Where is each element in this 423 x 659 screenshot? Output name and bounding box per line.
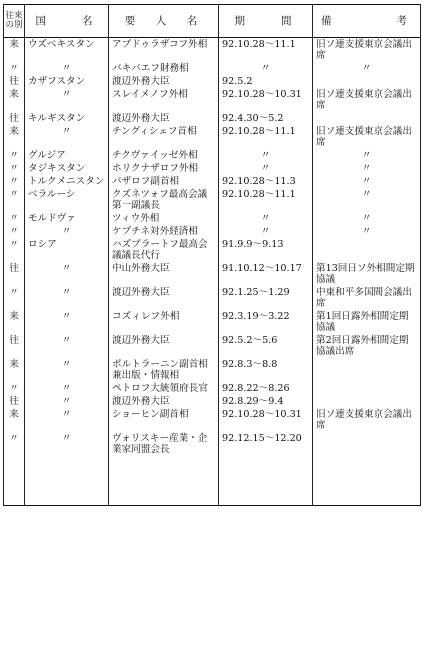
row-country: 〃 bbox=[25, 432, 109, 506]
visits-table bbox=[3, 4, 421, 506]
row-country: キルギスタン bbox=[25, 112, 109, 125]
row-note: 〃 bbox=[313, 162, 421, 175]
table-row bbox=[4, 432, 421, 506]
row-country: 〃 bbox=[25, 358, 109, 382]
row-direction: 往 bbox=[4, 395, 25, 408]
row-country: 〃 bbox=[25, 62, 109, 75]
row-direction: 〃 bbox=[4, 432, 25, 506]
row-person: 渡辺外務大臣 bbox=[109, 334, 219, 358]
header-direction: 往来の別 bbox=[4, 5, 25, 38]
row-person: 渡辺外務大臣 bbox=[109, 395, 219, 408]
table-row bbox=[4, 238, 421, 262]
row-country: 〃 bbox=[25, 310, 109, 334]
table-row bbox=[4, 310, 421, 334]
row-period: 92.8.22～8.26 bbox=[219, 382, 313, 395]
row-country: モルドヴァ bbox=[25, 212, 109, 225]
row-direction: 〃 bbox=[4, 212, 25, 225]
row-period: 92.5.2～5.6 bbox=[219, 334, 313, 358]
table-row bbox=[4, 262, 421, 286]
row-person: ハズブラートフ最高会議議長代行 bbox=[109, 238, 219, 262]
row-direction: 〃 bbox=[4, 175, 25, 188]
row-period: 〃 bbox=[219, 225, 313, 238]
row-note: 旧ソ連支援東京会議出席 bbox=[313, 38, 421, 63]
row-person: 渡辺外務大臣 bbox=[109, 112, 219, 125]
row-direction: 来 bbox=[4, 38, 25, 63]
table-row bbox=[4, 38, 421, 63]
row-direction: 来 bbox=[4, 408, 25, 432]
table-row bbox=[4, 212, 421, 225]
row-direction: 〃 bbox=[4, 238, 25, 262]
row-country: 〃 bbox=[25, 88, 109, 112]
row-period: 92.8.3～8.8 bbox=[219, 358, 313, 382]
row-note bbox=[313, 395, 421, 408]
row-person: バザロフ副首相 bbox=[109, 175, 219, 188]
row-country: カザフスタン bbox=[25, 75, 109, 88]
row-direction: 往 bbox=[4, 262, 25, 286]
row-country: ロシア bbox=[25, 238, 109, 262]
row-note: 〃 bbox=[313, 175, 421, 188]
row-period: 92.10.28～10.31 bbox=[219, 408, 313, 432]
row-note bbox=[313, 112, 421, 125]
row-direction: 来 bbox=[4, 88, 25, 112]
table-row bbox=[4, 162, 421, 175]
row-period: 92.10.28～11.1 bbox=[219, 125, 313, 149]
row-country: 〃 bbox=[25, 262, 109, 286]
row-direction: 来 bbox=[4, 125, 25, 149]
row-country: 〃 bbox=[25, 408, 109, 432]
row-country: 〃 bbox=[25, 286, 109, 310]
row-period: 92.4.30～5.2 bbox=[219, 112, 313, 125]
row-direction: 往 bbox=[4, 334, 25, 358]
table-row bbox=[4, 286, 421, 310]
row-note: 旧ソ連支援東京会議出席 bbox=[313, 88, 421, 112]
row-note: 第13回日ソ外相間定期協議 bbox=[313, 262, 421, 286]
table-row bbox=[4, 149, 421, 162]
row-person: ポルトラーニン副首相兼出版・情報相 bbox=[109, 358, 219, 382]
row-note: 中東和平多国間会議出席 bbox=[313, 286, 421, 310]
row-period: 92.12.15～12.20 bbox=[219, 432, 313, 506]
row-person: ケプチネ対外経済相 bbox=[109, 225, 219, 238]
row-country: 〃 bbox=[25, 395, 109, 408]
row-person: バキバエフ財務相 bbox=[109, 62, 219, 75]
row-country: ベラルーシ bbox=[25, 188, 109, 212]
row-period: 92.1.25～1.29 bbox=[219, 286, 313, 310]
row-person: 渡辺外務大臣 bbox=[109, 286, 219, 310]
row-direction: 来 bbox=[4, 310, 25, 334]
row-direction: 〃 bbox=[4, 225, 25, 238]
row-period: 〃 bbox=[219, 212, 313, 225]
row-direction: 来 bbox=[4, 358, 25, 382]
row-period: 〃 bbox=[219, 62, 313, 75]
row-note bbox=[313, 382, 421, 395]
row-period: 92.10.28～10.31 bbox=[219, 88, 313, 112]
row-person: ヴォリスキー産業・企業家同盟会長 bbox=[109, 432, 219, 506]
row-person: ホリクナザロフ外相 bbox=[109, 162, 219, 175]
row-person: ショーヒン副首相 bbox=[109, 408, 219, 432]
row-note bbox=[313, 432, 421, 506]
row-country: タジキスタン bbox=[25, 162, 109, 175]
row-note: 〃 bbox=[313, 212, 421, 225]
row-note: 第1回日露外相間定期協議 bbox=[313, 310, 421, 334]
header-country: 国 名 bbox=[25, 5, 109, 38]
row-direction: 〃 bbox=[4, 62, 25, 75]
row-person: 中山外務大臣 bbox=[109, 262, 219, 286]
row-period: 92.10.28～11.3 bbox=[219, 175, 313, 188]
row-direction: 〃 bbox=[4, 286, 25, 310]
row-period: 92.5.2 bbox=[219, 75, 313, 88]
row-person: チクヴァイッゼ外相 bbox=[109, 149, 219, 162]
row-direction: 〃 bbox=[4, 188, 25, 212]
row-note: 旧ソ連支援東京会議出席 bbox=[313, 125, 421, 149]
table-row bbox=[4, 395, 421, 408]
row-period: 92.8.29～9.4 bbox=[219, 395, 313, 408]
row-period: 91.9.9～9.13 bbox=[219, 238, 313, 262]
row-country: 〃 bbox=[25, 334, 109, 358]
table-row bbox=[4, 358, 421, 382]
table-row bbox=[4, 225, 421, 238]
row-period: 〃 bbox=[219, 162, 313, 175]
row-period: 91.10.12～10.17 bbox=[219, 262, 313, 286]
table-row bbox=[4, 175, 421, 188]
header-note: 備考 bbox=[313, 5, 421, 38]
header-row bbox=[4, 5, 421, 38]
row-note bbox=[313, 238, 421, 262]
table-row bbox=[4, 334, 421, 358]
row-person: アブドゥラザコフ外相 bbox=[109, 38, 219, 63]
row-direction: 〃 bbox=[4, 382, 25, 395]
row-person: 渡辺外務大臣 bbox=[109, 75, 219, 88]
header-period: 期 間 bbox=[219, 5, 313, 38]
row-country: 〃 bbox=[25, 382, 109, 395]
row-note bbox=[313, 358, 421, 382]
table-row bbox=[4, 62, 421, 75]
table-row bbox=[4, 382, 421, 395]
row-country: 〃 bbox=[25, 225, 109, 238]
row-direction: 〃 bbox=[4, 162, 25, 175]
row-person: スレイメノフ外相 bbox=[109, 88, 219, 112]
table-row bbox=[4, 112, 421, 125]
table-row bbox=[4, 88, 421, 112]
row-period: 〃 bbox=[219, 149, 313, 162]
table-row bbox=[4, 408, 421, 432]
row-note: 〃 bbox=[313, 62, 421, 75]
row-note: 旧ソ連支援東京会議出席 bbox=[313, 408, 421, 432]
row-period: 92.10.28～11.1 bbox=[219, 188, 313, 212]
row-country: グルジア bbox=[25, 149, 109, 162]
row-note bbox=[313, 75, 421, 88]
row-person: チングィシェフ首相 bbox=[109, 125, 219, 149]
row-direction: 往 bbox=[4, 75, 25, 88]
table-row bbox=[4, 188, 421, 212]
row-note: 第2回日露外相間定期協議出席 bbox=[313, 334, 421, 358]
row-period: 92.10.28～11.1 bbox=[219, 38, 313, 63]
row-person: ペトロフ大統領府長官 bbox=[109, 382, 219, 395]
row-country: ウズベキスタン bbox=[25, 38, 109, 63]
row-direction: 〃 bbox=[4, 149, 25, 162]
table-row bbox=[4, 125, 421, 149]
row-country: 〃 bbox=[25, 125, 109, 149]
row-note: 〃 bbox=[313, 225, 421, 238]
row-person: ツィウ外相 bbox=[109, 212, 219, 225]
table-row bbox=[4, 75, 421, 88]
row-note: 〃 bbox=[313, 149, 421, 162]
row-person: クズネツォフ最高会議第一副議長 bbox=[109, 188, 219, 212]
row-person: コズィレフ外相 bbox=[109, 310, 219, 334]
row-period: 92.3.19～3.22 bbox=[219, 310, 313, 334]
row-country: トルクメニスタン bbox=[25, 175, 109, 188]
row-note: 〃 bbox=[313, 188, 421, 212]
header-person: 要 人 名 bbox=[109, 5, 219, 38]
row-direction: 往 bbox=[4, 112, 25, 125]
